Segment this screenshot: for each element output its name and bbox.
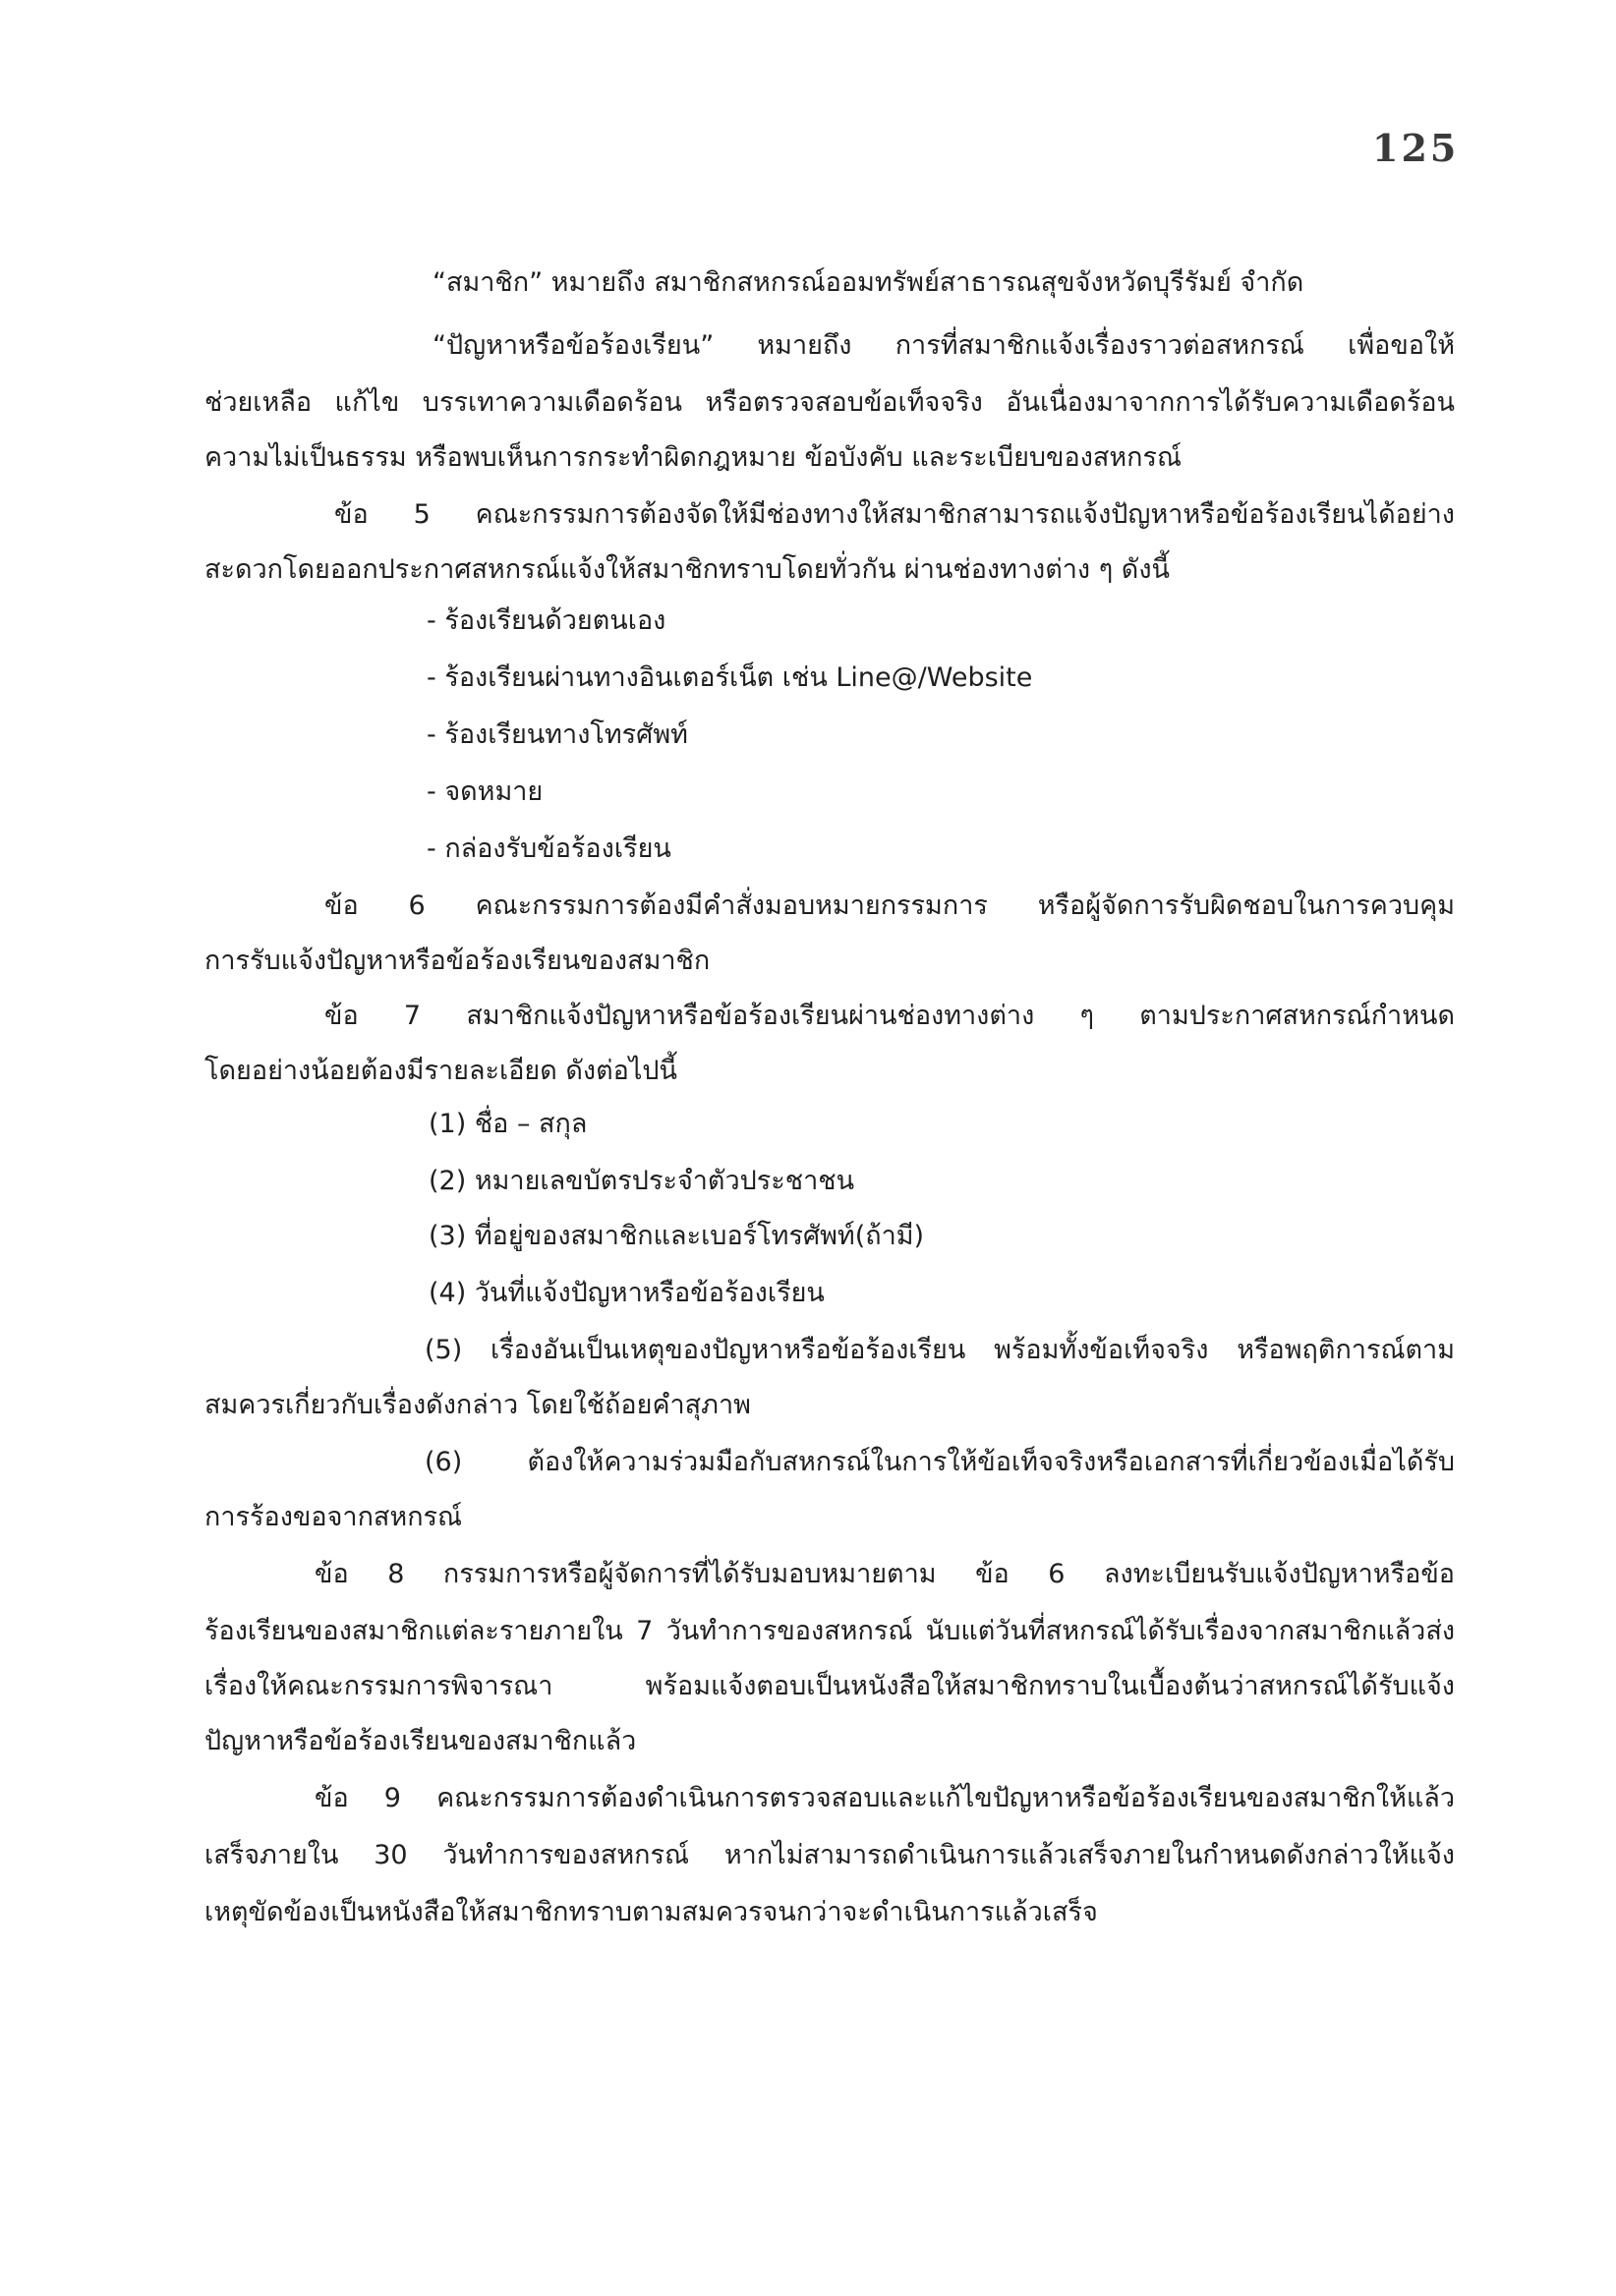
detail-item: (4) วันที่แจ้งปัญหาหรือข้อร้องเรียน	[429, 1278, 825, 1308]
detail-item: (1) ชื่อ – สกุล	[429, 1109, 588, 1139]
clause7-line-1: ข้อ 7 สมาชิกแจ้งปัญหาหรือข้อร้องเรียนผ่านช่องทางต่าง ๆ ตามประกาศสหกรณ์กำหนด	[324, 1001, 1455, 1031]
definition-complaint-line-2: ช่วยเหลือ แก้ไข บรรเทาความเดือดร้อน หรือตรวจสอบข้อเท็จจริง อันเนื่องมาจากการได้รับความเดือดร้อน	[204, 387, 1455, 418]
clause8-line-2: ร้องเรียนของสมาชิกแต่ละรายภายใน 7 วันทำการของสหกรณ์ นับแต่วันที่สหกรณ์ได้รับเรื่องจากสมาชิกแล้วส่ง	[204, 1616, 1455, 1646]
clause5-line-2: สะดวกโดยออกประกาศสหกรณ์แจ้งให้สมาชิกทราบโดยทั่วกัน ผ่านช่องทางต่าง ๆ ดังนี้	[204, 554, 1170, 585]
clause9-line-1: ข้อ 9 คณะกรรมการต้องดำเนินการตรวจสอบและแก้ไขปัญหาหรือข้อร้องเรียนของสมาชิกให้แล้ว	[315, 1783, 1455, 1813]
clause9-line-2: เสร็จภายใน 30 วันทำการของสหกรณ์ หากไม่สามารถดำเนินการแล้วเสร็จภายในกำหนดดังกล่าวให้แจ้ง	[204, 1840, 1455, 1870]
clause6-line-1: ข้อ 6 คณะกรรมการต้องมีคำสั่งมอบหมายกรรมการ หรือผู้จัดการรับผิดชอบในการควบคุม	[324, 890, 1455, 921]
channel-item: - จดหมาย	[427, 776, 544, 807]
clause9-line-3: เหตุขัดข้องเป็นหนังสือให้สมาชิกทราบตามสมควรจนกว่าจะดำเนินการแล้วเสร็จ	[204, 1897, 1098, 1927]
detail-item-5-line-2: สมควรเกี่ยวกับเรื่องดังกล่าว โดยใช้ถ้อยคำสุภาพ	[204, 1390, 751, 1420]
definition-complaint-line-3: ความไม่เป็นธรรม หรือพบเห็นการกระทำผิดกฎหมาย ข้อบังคับ และระเบียบของสหกรณ์	[204, 442, 1183, 473]
detail-item-5-line-1: (5) เรื่องอันเป็นเหตุของปัญหาหรือข้อร้องเรียน พร้อมทั้งข้อเท็จจริง หรือพฤติการณ์ตาม	[425, 1335, 1455, 1365]
definition-complaint-line-1: “ปัญหาหรือข้อร้องเรียน” หมายถึง การที่สมาชิกแจ้งเรื่องราวต่อสหกรณ์ เพื่อขอให้	[433, 330, 1455, 361]
channel-item: - กล่องรับข้อร้องเรียน	[427, 833, 671, 864]
clause5-line-1: ข้อ 5 คณะกรรมการต้องจัดให้มีช่องทางให้สมาชิกสามารถแจ้งปัญหาหรือข้อร้องเรียนได้อย่าง	[334, 499, 1455, 530]
page-number: 125	[1372, 126, 1460, 170]
definition-member: “สมาชิก” หมายถึง สมาชิกสหกรณ์ออมทรัพย์สาธารณสุขจังหวัดบุรีรัมย์ จำกัด	[433, 267, 1304, 298]
channel-item: - ร้องเรียนทางโทรศัพท์	[427, 719, 688, 750]
clause8-line-4: ปัญหาหรือข้อร้องเรียนของสมาชิกแล้ว	[204, 1726, 637, 1756]
clause8-line-1: ข้อ 8 กรรมการหรือผู้จัดการที่ได้รับมอบหมายตาม ข้อ 6 ลงทะเบียนรับแจ้งปัญหาหรือข้อ	[315, 1559, 1455, 1589]
detail-item: (3) ที่อยู่ของสมาชิกและเบอร์โทรศัพท์(ถ้ามี)	[429, 1221, 925, 1251]
detail-item-6-line-2: การร้องขอจากสหกรณ์	[204, 1502, 463, 1532]
detail-item-6-line-1: (6) ต้องให้ความร่วมมือกับสหกรณ์ในการให้ข้อเท็จจริงหรือเอกสารที่เกี่ยวข้องเมื่อได้รับ	[425, 1447, 1455, 1477]
clause7-line-2: โดยอย่างน้อยต้องมีรายละเอียด ดังต่อไปนี้	[204, 1056, 678, 1086]
clause6-line-2: การรับแจ้งปัญหาหรือข้อร้องเรียนของสมาชิก	[204, 946, 711, 976]
channel-item: - ร้องเรียนผ่านทางอินเตอร์เน็ต เช่น Line@/Website	[427, 662, 1033, 693]
detail-item: (2) หมายเลขบัตรประจำตัวประชาชน	[429, 1166, 855, 1196]
channel-item: - ร้องเรียนด้วยตนเอง	[427, 605, 666, 636]
clause8-line-3: เรื่องให้คณะกรรมการพิจารณา พร้อมแจ้งตอบเป็นหนังสือให้สมาชิกทราบในเบื้องต้นว่าสหกรณ์ได้รับแจ้ง	[204, 1671, 1455, 1701]
